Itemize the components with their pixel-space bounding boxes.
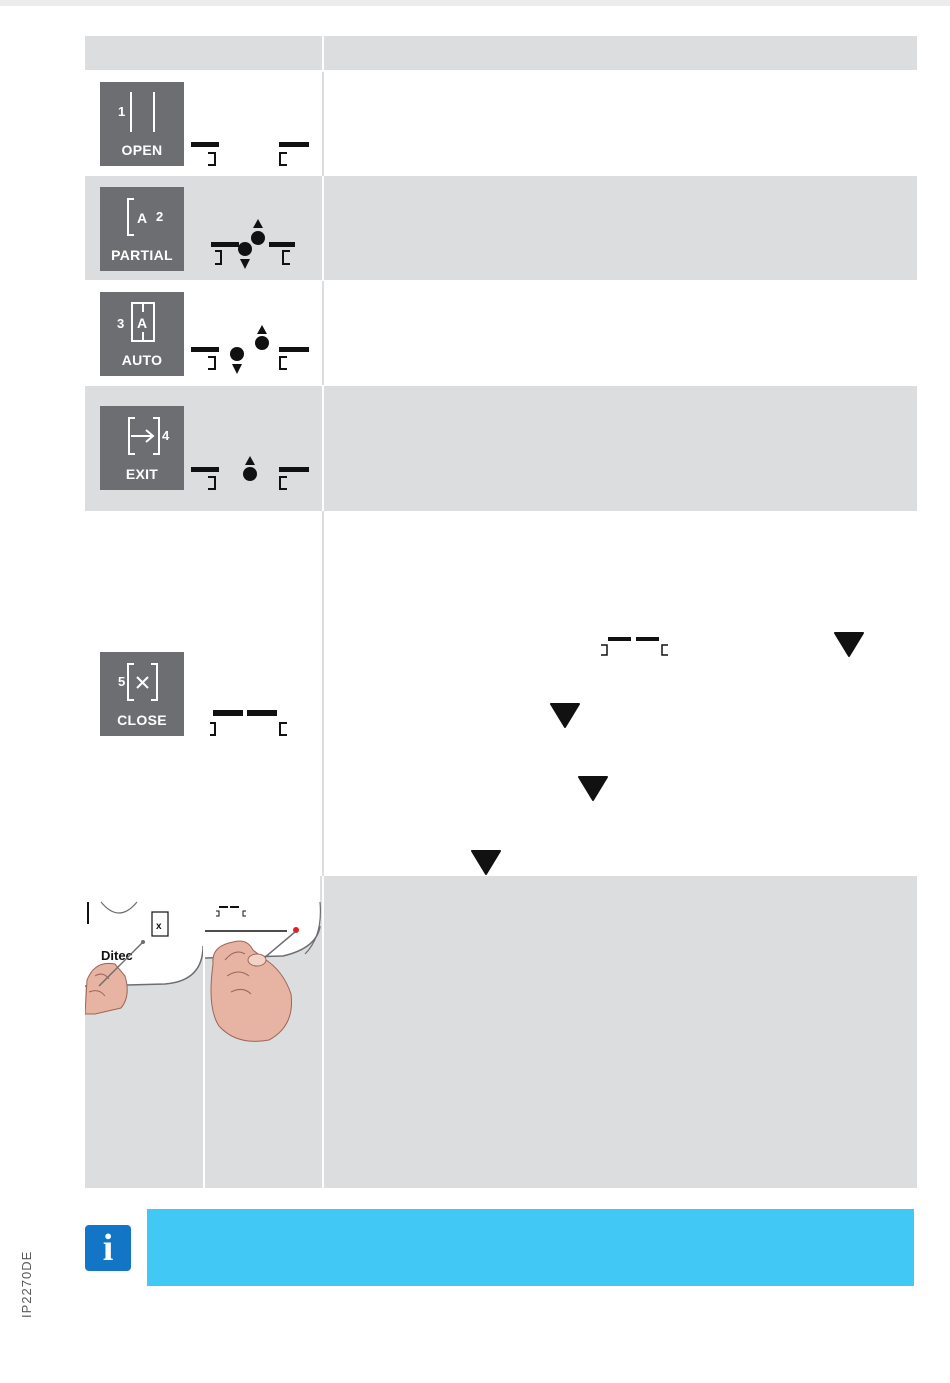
table-row-partial xyxy=(85,176,917,280)
close-button-icon: 5 CLOSE xyxy=(100,652,184,736)
door-closed-status-icon xyxy=(203,707,293,741)
down-triangle-icon xyxy=(471,850,501,876)
down-triangle-icon xyxy=(834,632,864,658)
down-triangle-icon xyxy=(550,703,580,729)
selector-reset-illustration xyxy=(85,876,203,1016)
table-row-reset xyxy=(85,876,917,1188)
open-button-icon: 1 OPEN xyxy=(100,82,184,166)
door-closed-inline-icon xyxy=(600,635,670,659)
svg-text:A: A xyxy=(137,210,148,226)
table-header-row xyxy=(85,36,917,70)
partial-button-icon: A 2 PARTIAL xyxy=(100,187,184,271)
table-row-close xyxy=(85,511,917,876)
info-note-box xyxy=(147,1209,914,1286)
door-exit-status-icon xyxy=(189,454,313,494)
auto-button-icon: 3 A AUTO xyxy=(100,292,184,376)
down-triangle-icon xyxy=(578,776,608,802)
page-top-edge xyxy=(0,0,950,6)
svg-text:Ditec: Ditec xyxy=(101,948,133,963)
document-code: IP2270DE xyxy=(19,1250,34,1318)
led-reset-illustration xyxy=(205,876,322,1046)
table-row-exit xyxy=(85,386,917,511)
door-auto-status-icon xyxy=(189,323,313,379)
table-row-open xyxy=(85,72,917,176)
info-icon: i xyxy=(85,1225,131,1271)
door-partial-status-icon xyxy=(205,216,305,274)
svg-text:A: A xyxy=(137,315,148,331)
exit-button-icon: 4 EXIT xyxy=(100,406,184,490)
table-row-auto xyxy=(85,281,917,385)
door-open-status-icon xyxy=(189,134,313,168)
svg-text:x: x xyxy=(156,921,162,932)
